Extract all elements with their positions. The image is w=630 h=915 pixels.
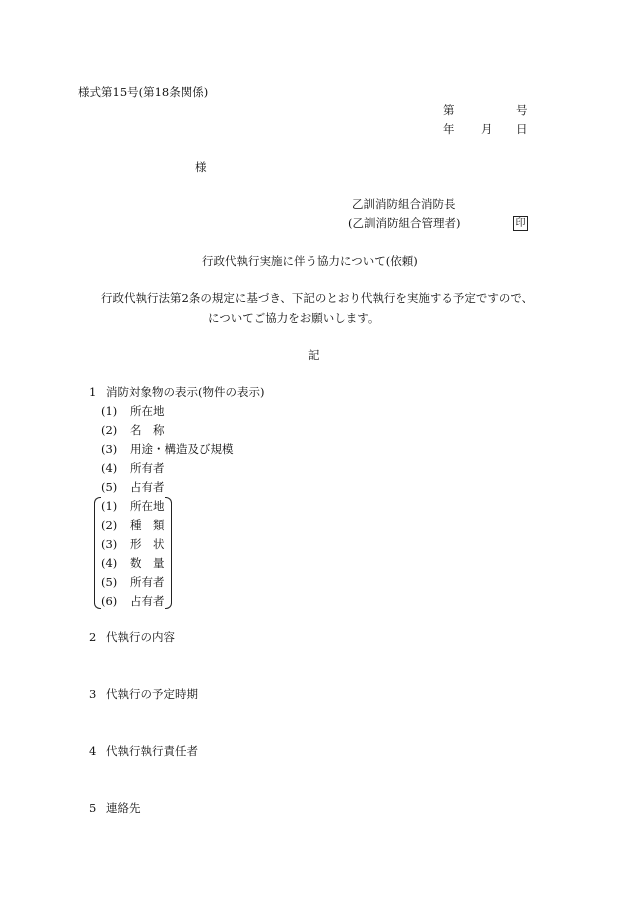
- item-b-6-number: (6): [101, 594, 118, 608]
- seal-stamp-box: 印: [513, 216, 528, 231]
- section-2-number: 2: [89, 630, 97, 644]
- item-group-right-bracket: [165, 497, 172, 609]
- sender-subtitle: (乙訓消防組合管理者): [348, 216, 461, 230]
- item-b-3-number: (3): [101, 537, 118, 551]
- date-day-label: 日: [516, 122, 528, 136]
- section-3-number: 3: [89, 687, 97, 701]
- item-a-5-number: (5): [101, 480, 118, 494]
- item-b-2-number: (2): [101, 518, 118, 532]
- body-line-1: 行政代執行法第2条の規定に基づき、下記のとおり代執行を実施する予定ですので、: [101, 291, 534, 305]
- item-group-left-bracket: [94, 497, 101, 609]
- item-a-3-label: 用途・構造及び規模: [130, 442, 234, 456]
- item-b-4-label: 数 量: [130, 556, 165, 570]
- item-b-3-label: 形 状: [130, 537, 165, 551]
- date-month-label: 月: [481, 122, 493, 136]
- item-a-1-number: (1): [101, 404, 118, 418]
- item-a-4-number: (4): [101, 461, 118, 475]
- item-a-2-label: 名 称: [130, 423, 165, 437]
- section-4-number: 4: [89, 744, 97, 758]
- item-b-1-label: 所在地: [130, 499, 165, 513]
- date-year-label: 年: [443, 122, 455, 136]
- sender-title: 乙訓消防組合消防長: [352, 197, 456, 211]
- item-a-5-label: 占有者: [130, 480, 165, 494]
- item-b-2-label: 種 類: [130, 518, 165, 532]
- item-a-4-label: 所有者: [130, 461, 165, 475]
- item-b-6-label: 占有者: [130, 594, 165, 608]
- section-4-title: 代執行執行責任者: [106, 744, 198, 758]
- item-b-5-number: (5): [101, 575, 118, 589]
- item-a-3-number: (3): [101, 442, 118, 456]
- ki-heading: 記: [308, 348, 320, 362]
- item-b-1-number: (1): [101, 499, 118, 513]
- addressee-honorific: 様: [195, 160, 207, 174]
- document-number-prefix: 第: [443, 103, 455, 117]
- item-a-1-label: 所在地: [130, 404, 165, 418]
- section-1-title: 消防対象物の表示(物件の表示): [106, 385, 265, 399]
- section-5-title: 連絡先: [106, 801, 141, 815]
- item-a-2-number: (2): [101, 423, 118, 437]
- document-number-suffix: 号: [516, 103, 528, 117]
- section-2-title: 代執行の内容: [106, 630, 175, 644]
- subject-line: 行政代執行実施に伴う協力について(依頼): [202, 254, 418, 268]
- form-label: 様式第15号(第18条関係): [78, 85, 209, 99]
- section-1-number: 1: [89, 385, 97, 399]
- body-line-2: についてご協力をお願いします。: [208, 311, 380, 325]
- section-3-title: 代執行の予定時期: [106, 687, 198, 701]
- item-b-5-label: 所有者: [130, 575, 165, 589]
- section-5-number: 5: [89, 801, 97, 815]
- item-b-4-number: (4): [101, 556, 118, 570]
